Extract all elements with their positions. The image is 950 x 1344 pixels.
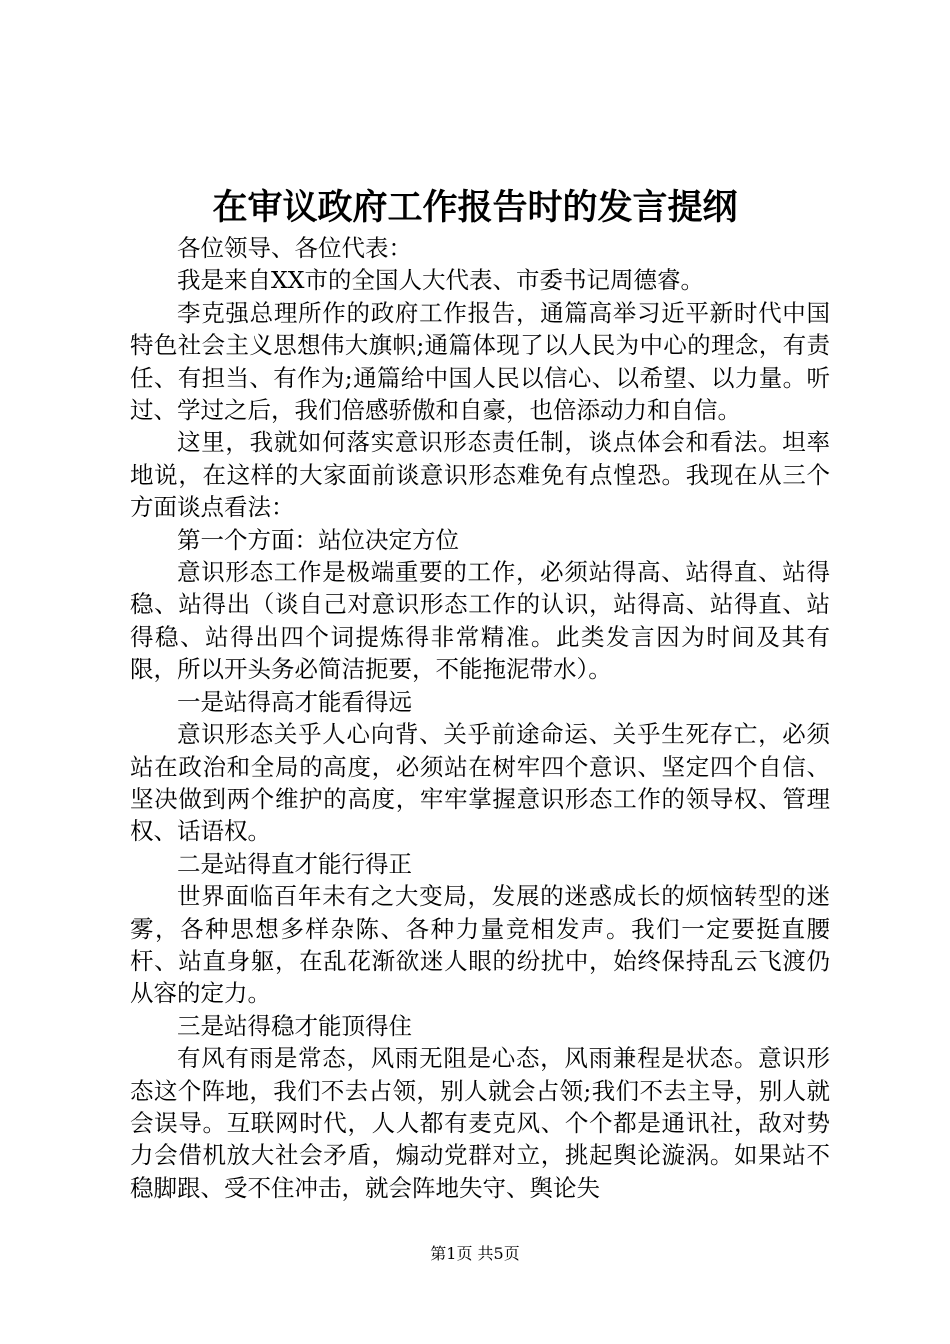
document-body <box>130 232 830 1204</box>
subheading-2: 二是站得直才能行得正 <box>177 849 412 878</box>
paragraph-greeting: 各位领导、各位代表： <box>177 234 412 262</box>
paragraph-sub-2: 世界面临百年未有之大变局，发展的迷惑成长的烦恼转型的迷雾，各种思想多样杂陈、各种力量竞相发声。我们一定要挺直腰杆、站直身躯，在乱花渐欲迷人眼的纷扰中，始终保持乱云飞渡仍从容的定力。 <box>130 882 830 1008</box>
section-heading-1: 第一个方面：站位决定方位 <box>177 525 459 554</box>
paragraph-topic: 这里，我就如何落实意识形态责任制，谈点体会和看法。坦率地说，在这样的大家面前谈意识形态难免有点惶恐。我现在从三个方面谈点看法： <box>130 428 830 522</box>
paragraph-intro: 我是来自XX市的全国人大代表、市委书记周德睿。 <box>177 266 704 295</box>
paragraph-section-1: 意识形态工作是极端重要的工作，必须站得高、站得直、站得稳、站得出（谈自己对意识形态工作的认识，站得高、站得直、站得稳、站得出四个词提炼得非常精准。此类发言因为时间及其有限，所以开头务必简洁扼要，不能拖泥带水）。 <box>130 558 830 684</box>
document-title: 在审议政府工作报告时的发言提纲 <box>212 187 738 228</box>
paragraph-sub-1: 意识形态关乎人心向背、关乎前途命运、关乎生死存亡，必须站在政治和全局的高度，必须站在树牢四个意识、坚定四个自信、坚决做到两个维护的高度，牢牢掌握意识形态工作的领导权、管理权、话语权。 <box>130 720 830 846</box>
page-footer: 第1页 共5页 <box>430 1244 520 1263</box>
subheading-3: 三是站得稳才能顶得住 <box>177 1011 412 1040</box>
subheading-1: 一是站得高才能看得远 <box>177 687 412 716</box>
paragraph-sub-3: 有风有雨是常态，风雨无阻是心态，风雨兼程是状态。意识形态这个阵地，我们不去占领，别人就会占领;我们不去主导，别人就会误导。互联网时代，人人都有麦克风、个个都是通讯社，敌对势力会借机放大社会矛盾，煽动党群对立，挑起舆论漩涡。如果站不稳脚跟、受不住冲击，就会阵地失守、舆论失 <box>130 1044 830 1202</box>
paragraph-report-praise: 李克强总理所作的政府工作报告，通篇高举习近平新时代中国特色社会主义思想伟大旗帜;通篇体现了以人民为中心的理念，有责任、有担当、有作为;通篇给中国人民以信心、以希望、以力量。听过、学过之后，我们倍感骄傲和自豪，也倍添动力和自信。 <box>130 298 830 425</box>
